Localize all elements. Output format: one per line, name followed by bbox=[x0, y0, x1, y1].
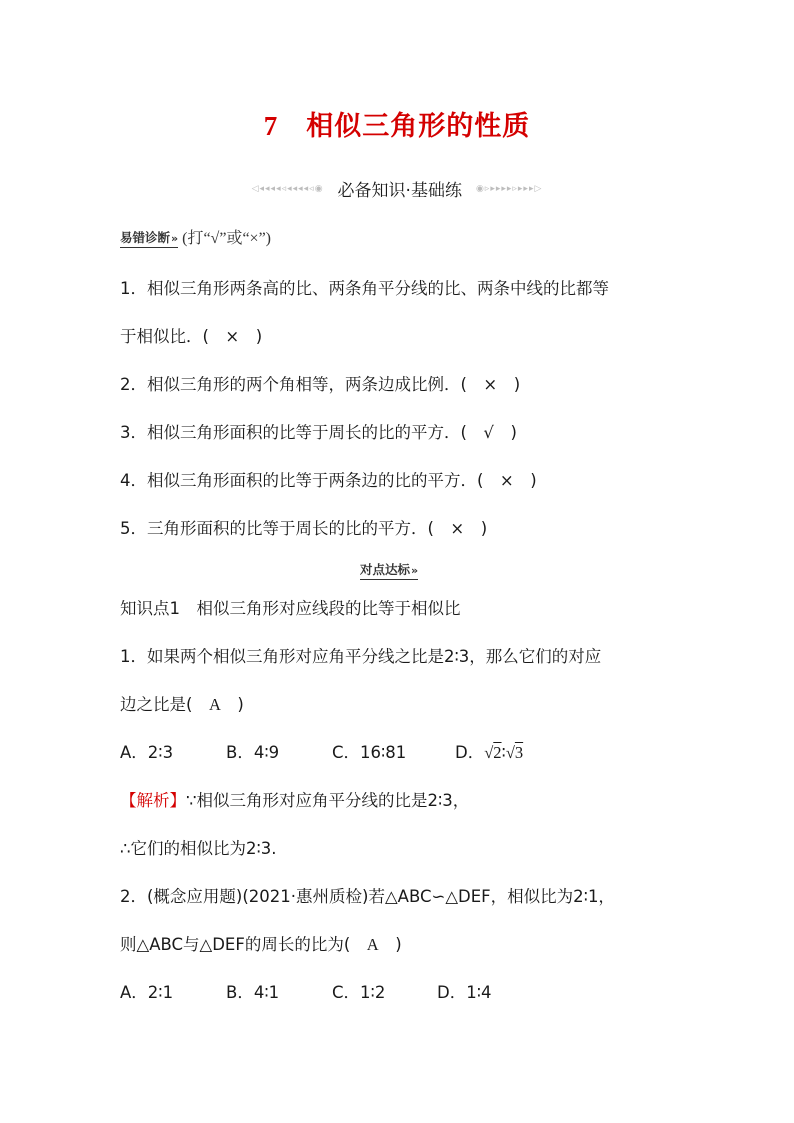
section-banner bbox=[0, 176, 794, 201]
banner-label: 必备知识·基础练 bbox=[337, 181, 462, 201]
q2-line1: 2．(概念应用题)(2021·惠州质检)若△ABC∽△DEF，相似比为2∶1， bbox=[120, 887, 615, 906]
q1-analysis-line2: ∴它们的相似比为2∶3. bbox=[120, 839, 277, 858]
page-title bbox=[0, 104, 794, 143]
tf-item-2-answer: ( × ) bbox=[460, 375, 521, 394]
q2-options bbox=[120, 979, 492, 1003]
q1-line1: 1．如果两个相似三角形对应角平分线之比是2∶3，那么它们的对应 bbox=[120, 647, 602, 666]
sqrt-2: √2 bbox=[484, 743, 502, 762]
error-check-heading bbox=[120, 225, 271, 248]
q2-line2-text: 则△ABC与△DEF的周长的比为( bbox=[120, 935, 367, 954]
q1-options bbox=[120, 739, 523, 763]
q1-line2 bbox=[120, 691, 244, 715]
error-check-arrow: » bbox=[171, 232, 179, 245]
tf-item-2-text: 2．相似三角形的两个角相等，两条边成比例． bbox=[120, 375, 461, 394]
q1-option-d-sep: ∶ bbox=[501, 743, 506, 762]
tf-item-5-text: 5．三角形面积的比等于周长的比的平方． bbox=[120, 519, 428, 538]
q2-option-b: B．4∶1 bbox=[226, 983, 280, 1002]
q2-option-d: D．1∶4 bbox=[437, 983, 492, 1002]
q1-option-b: B．4∶9 bbox=[226, 743, 280, 762]
tf-item-4-answer: ( × ) bbox=[477, 471, 537, 490]
tf-item-4-text: 4．相似三角形面积的比等于两条边的比的平方． bbox=[120, 471, 477, 490]
knowledge-point: 知识点1 相似三角形对应线段的比等于相似比 bbox=[120, 599, 461, 618]
tf-item-1-line1: 1．相似三角形两条高的比、两条角平分线的比、两条中线的比都等 bbox=[120, 279, 609, 298]
analysis-text-1: ∵相似三角形对应角平分线的比是2∶3， bbox=[186, 791, 470, 810]
tf-item-1-text: 于相似比． bbox=[120, 327, 203, 346]
tf-item-3 bbox=[120, 419, 517, 443]
practice-heading bbox=[360, 560, 418, 580]
q2-answer: A bbox=[366, 935, 379, 954]
q1-line2-text: 边之比是( bbox=[120, 695, 209, 714]
q1-option-c: C．16∶81 bbox=[332, 743, 407, 762]
tf-item-5 bbox=[120, 515, 487, 539]
q2-line2-end: ) bbox=[378, 935, 402, 954]
tf-item-3-text: 3．相似三角形面积的比等于周长的比的平方． bbox=[120, 423, 461, 442]
tf-item-5-answer: ( × ) bbox=[427, 519, 488, 538]
tf-item-3-answer: ( √ ) bbox=[460, 423, 517, 442]
q1-line2-end: ) bbox=[220, 695, 244, 714]
tf-item-1-line2 bbox=[120, 323, 262, 347]
sqrt-3: √3 bbox=[505, 743, 524, 762]
tf-item-2 bbox=[120, 371, 520, 395]
analysis-label: 【解析】 bbox=[120, 791, 186, 810]
tf-item-1-answer: ( × ) bbox=[202, 327, 263, 346]
q1-answer: A bbox=[208, 695, 221, 714]
q1-option-d-prefix: D． bbox=[455, 743, 485, 762]
q1-analysis-line1 bbox=[120, 787, 469, 811]
q2-line2 bbox=[120, 931, 402, 955]
q2-option-c: C．1∶2 bbox=[332, 983, 386, 1002]
practice-label: 对点达标 bbox=[360, 562, 411, 577]
banner-right-decoration: ◉▹▸▸▸▸▹▸▸▸▷ bbox=[475, 183, 543, 194]
q1-option-a: A．2∶3 bbox=[120, 743, 174, 762]
error-check-label: 易错诊断 bbox=[120, 230, 171, 245]
banner-left-decoration: ◁◂◂◂◂◃◂◂◂◂◃◉ bbox=[251, 183, 324, 194]
error-check-note: (打“√”或“×”) bbox=[182, 230, 271, 247]
tf-item-4 bbox=[120, 467, 537, 491]
q1-option-d bbox=[455, 739, 523, 763]
practice-arrow: » bbox=[411, 564, 419, 577]
title-text: 相似三角形的性质 bbox=[306, 111, 531, 142]
title-number: 7 bbox=[263, 111, 279, 141]
q2-option-a: A．2∶1 bbox=[120, 983, 174, 1002]
